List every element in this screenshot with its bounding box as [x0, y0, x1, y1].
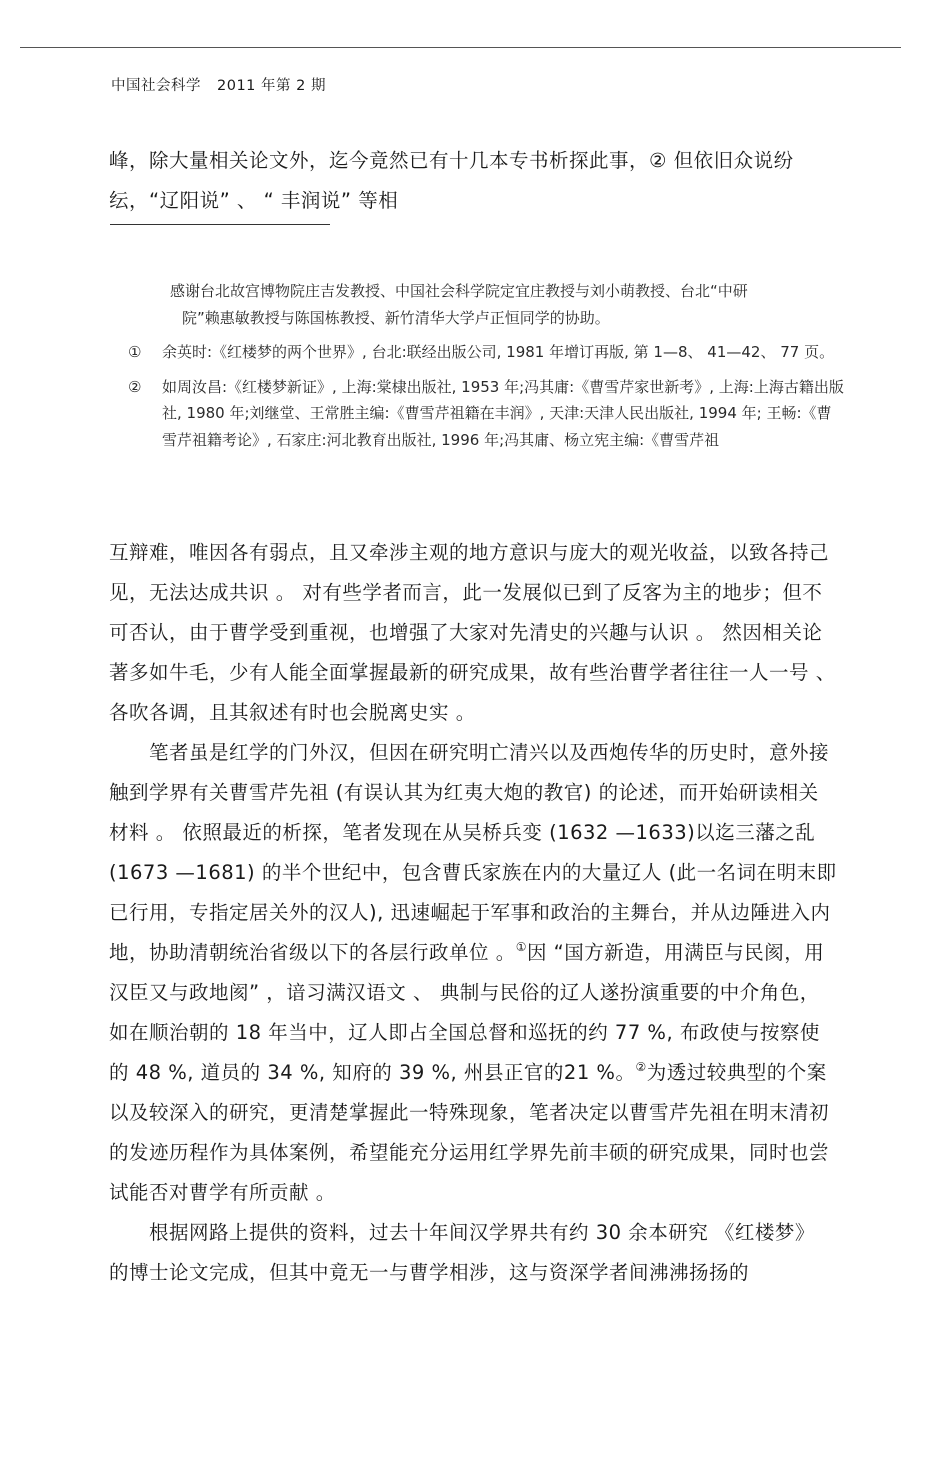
paragraph-2	[109, 733, 837, 1213]
header-rule	[20, 47, 901, 48]
paragraph-2-part-5: 为透过较典型的个案以及较深入的研究，更清楚掌握此一特殊现象，笔者决定以曹雪芹先祖在明末清初的发迹历程作为具体案例，希望能充分运用红学界先前丰硕的研究成果，同时也尝试能否对曹学有所贡献 。	[109, 1061, 830, 1204]
footnote-2-marker: ②	[128, 377, 142, 396]
issue-number: 2011 年第 2 期	[217, 78, 326, 94]
paragraph-1-continued: 互辩难，唯因各有弱点，且又牵涉主观的地方意识与庞大的观光收益，以致各持己见，无法达成共识 。 对有些学者而言，此一发展似已到了反客为主的地步；但不可否认，由于曹学受到重视，也增强了大家对先清史的兴趣与认识 。 然因相关论著多如牛毛，少有人能全面掌握最新的研究成果，故有些治曹学者往往一人一号 、 各吹各调，且其叙述有时也会脱离史实 。	[109, 541, 836, 724]
main-body	[109, 533, 837, 1293]
footnote-ref-2[interactable]: ②	[635, 1060, 647, 1074]
journal-name: 中国社会科学	[111, 78, 201, 94]
paragraph-3: 根据网路上提供的资料，过去十年间汉学界共有约 30 余本研究 《红楼梦》 的博士论文完成，但其中竟无一与曹学相涉，这与资深学者间沸沸扬扬的	[109, 1221, 815, 1284]
footnote-ref-1[interactable]: ①	[515, 940, 527, 954]
acknowledgement-line-1: 感谢台北故宫博物院庄吉发教授、中国社会科学院定宜庄教授与刘小萌教授、台北“中研	[170, 282, 748, 300]
paragraph-2-part-2: 并从边陲进入内地，协助清朝统治省级以下的各层行政单位 。	[109, 901, 831, 964]
footnote-2-text: 如周汝昌:《红楼梦新证》, 上海:棠棣出版社, 1953 年;冯其庸:《曹雪芹家世新考》, 上海:上海古籍出版社, 1980 年;刘继堂、王常胜主编:《曹雪芹祖籍在丰润》, 天津:天津人民出版社, 1994 年; 王畅:《曹雪芹祖籍考论》, 石家庄:河北教育出版社, 1996 年;冯其庸、杨立宪主编:《曹雪芹祖	[162, 377, 844, 449]
footnote-block	[110, 278, 845, 453]
paragraph-2-part-1: 笔者虽是红学的门外汉，但因在研究明亡清兴以及西炮传华的历史时，意外接触到学界有关曹雪芹先祖 (有误认其为红夷大炮的教官) 的论述，而开始研读相关材料 。 依照最近的析探，笔者发现在从吴桥兵变 (1632 —1633)以迄三藩之乱 (1673 —1681) 的半个世纪中，包含曹氏家族在内的大量辽人 (此一名词在明末即已行用，专指定居关外的汉人), 迅速崛起于军事和政治的主舞台，	[109, 741, 837, 924]
footnote-1	[110, 339, 845, 366]
footnote-1-text: 余英时:《红楼梦的两个世界》, 台北:联经出版公司, 1981 年增订再版, 第 1—8、 41—42、 77 页。	[162, 343, 835, 361]
footnote-1-marker: ①	[128, 343, 142, 361]
footnote-2	[110, 374, 845, 454]
paragraph-1-start	[109, 141, 837, 221]
running-header	[111, 74, 326, 95]
paragraph-line: 纭，“辽阳说” 、 “ 丰润说” 等相	[109, 189, 399, 212]
acknowledgement-note	[110, 278, 845, 331]
acknowledgement-line-2: 院”赖惠敏教授与陈国栋教授、新竹清华大学卢正恒同学的协助。	[182, 308, 610, 327]
paragraph-line: 峰，除大量相关论文外，迄今竟然已有十几本专书析探此事，② 但依旧众说纷	[109, 149, 794, 172]
paragraph-2-part-3: 因 “国方新造，用满臣与民阂，用汉臣又与政地阂” ，谙习满汉语文 、 典制与民俗的辽人遂扮演重要的中介角色，如在顺治朝的 18 年当中，辽人即占全国总督和巡抚的约 77 %, 布政使与按察使的 48 %, 道员的 34 %, 知府的 39 %, 州县正官的	[109, 941, 825, 1084]
paragraph-2-part-4: 21 %。	[563, 1061, 636, 1084]
footnote-rule	[110, 224, 330, 225]
